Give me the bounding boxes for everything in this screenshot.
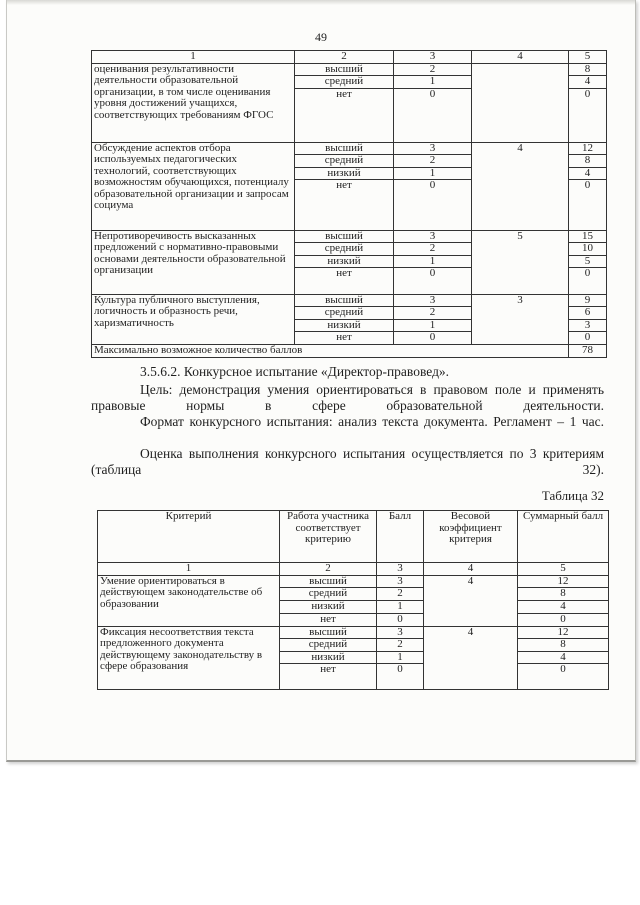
section-heading: 3.5.6.2. Конкурсное испытание «Директор-правовед». [140,364,450,379]
level-text: низкий [280,652,376,665]
level-cell: нет [280,613,377,626]
weight-cell: 3 [472,294,569,344]
weight-cell: 5 [472,230,569,294]
col-num-1: 1 [92,51,295,64]
document-page [6,0,636,762]
total-cell: 8 [569,63,607,76]
score-cell: 0 [394,332,472,345]
level-cell: низкий [295,167,394,180]
score-cell [377,639,424,690]
weight-cell [472,63,569,142]
score-cell: 2 [394,155,472,168]
level-cell: средний [295,243,394,256]
table-row [98,575,609,588]
col-num-4: 4 [424,563,518,576]
section-format: Формат конкурсного испытания: анализ текста документа. Регламент – 1 час. [140,414,604,429]
weight-cell: 4 [424,575,518,626]
criterion-cell: Непротиворечивость высказанных предложений с нормативно-правовыми основами деятельности образовательной организации [92,230,295,294]
score-cell: 3 [377,626,424,639]
total-text: 8 [518,639,608,652]
score-cell: 3 [377,575,424,588]
score-cell: 2 [377,588,424,601]
level-cell [295,76,394,143]
criterion-cell: Фиксация несоответствия текста предложенного документа действующему законодательству в сфере образования [98,626,280,689]
column-number-row [92,51,607,64]
level-cell: высший [295,63,394,76]
score-cell: 0 [394,268,472,295]
score-cell: 3 [394,230,472,243]
total-cell: 0 [518,613,609,626]
col-num-5: 5 [518,563,609,576]
total-cell: 9 [569,294,607,307]
total-cell: 8 [569,155,607,168]
criterion-cell: оценивания результативности деятельности образовательной организации, в том числе оценивания уровня достижений учащихся, соответствующих требованиям ФГОС [92,63,295,142]
level-cell: нет [295,180,394,231]
level-cell: низкий [280,601,377,614]
score-cell: 1 [377,601,424,614]
level-text: нет [336,87,352,100]
total-cell: 8 [518,588,609,601]
table-row [92,294,607,307]
table-row [92,63,607,76]
level-cell: высший [295,294,394,307]
score-cell: 3 [394,142,472,155]
score-cell: 1 [394,167,472,180]
max-score-value: 78 [569,344,607,357]
score-text: 2 [377,639,423,652]
total-text: 4 [569,76,606,89]
header-total: Суммарный балл [518,511,609,563]
total-cell: 5 [569,255,607,268]
score-cell: 2 [394,63,472,76]
total-text: 0 [560,663,566,675]
total-cell: 0 [569,180,607,231]
total-cell: 12 [569,142,607,155]
criterion-cell: Обсуждение аспектов отбора используемых педагогических технологий, соответствующих возможностям обучающихся, потенциалу образовательной организации и запросам социума [92,142,295,230]
header-row [98,511,609,563]
section-assessment: Оценка выполнения конкурсного испытания осуществляется по 3 критериям (таблица 32). [91,446,604,477]
total-cell: 10 [569,243,607,256]
level-cell: нет [295,332,394,345]
total-cell [518,639,609,690]
criterion-cell: Умение ориентироваться в действующем законодательстве об образовании [98,575,280,626]
weight-cell: 4 [424,626,518,689]
col-num-5: 5 [569,51,607,64]
level-cell: низкий [295,319,394,332]
max-score-label: Максимально возможное количество баллов [92,344,569,357]
col-num-3: 3 [394,51,472,64]
level-cell: высший [295,230,394,243]
level-text: средний [280,639,376,652]
header-criterion: Критерий [98,511,280,563]
score-text: 0 [397,663,403,675]
total-cell: 0 [569,332,607,345]
section-goal: Цель: демонстрация умения ориентироваться в правовом поле и применять правовые нормы в сфере образовательной деятельности. [91,382,604,413]
total-cell: 12 [518,575,609,588]
level-cell: высший [280,575,377,588]
level-cell: средний [295,307,394,320]
weight-cell: 4 [472,142,569,230]
score-cell [394,76,472,143]
level-text: нет [320,663,336,675]
score-cell: 1 [394,319,472,332]
total-cell: 6 [569,307,607,320]
criteria-table-32 [97,510,609,690]
total-text: 4 [518,652,608,665]
total-cell: 3 [569,319,607,332]
table-row [92,230,607,243]
score-cell: 0 [377,613,424,626]
score-text: 1 [377,652,423,665]
col-num-2: 2 [295,51,394,64]
header-match: Работа участника соответствует критерию [280,511,377,563]
score-text: 0 [429,87,436,100]
score-cell: 2 [394,243,472,256]
col-num-2: 2 [280,563,377,576]
scan-edge [7,0,635,5]
table-caption: Таблица 32 [541,488,604,503]
total-cell: 4 [569,167,607,180]
col-num-4: 4 [472,51,569,64]
level-cell: низкий [295,255,394,268]
total-cell [569,76,607,143]
criterion-cell: Культура публичного выступления, логичность и образность речи, харизматичность [92,294,295,344]
score-cell: 1 [394,255,472,268]
level-text: средний [295,76,393,89]
level-cell: нет [295,268,394,295]
level-cell: средний [280,588,377,601]
score-cell: 2 [394,307,472,320]
page-number: 49 [315,30,327,44]
score-text: 1 [394,76,471,89]
total-text: 0 [584,87,591,100]
table-row [92,142,607,155]
column-number-row [98,563,609,576]
criteria-table-continued [91,50,607,358]
header-score: Балл [377,511,424,563]
score-cell: 3 [394,294,472,307]
table-row [98,626,609,639]
level-cell: высший [280,626,377,639]
level-cell: высший [295,142,394,155]
max-score-row [92,344,607,357]
col-num-1: 1 [98,563,280,576]
total-cell: 12 [518,626,609,639]
total-cell: 15 [569,230,607,243]
score-cell: 0 [394,180,472,231]
col-num-3: 3 [377,563,424,576]
total-cell: 4 [518,601,609,614]
total-cell: 0 [569,268,607,295]
header-weight: Весовой коэффициент критерия [424,511,518,563]
level-cell [280,639,377,690]
level-cell: средний [295,155,394,168]
